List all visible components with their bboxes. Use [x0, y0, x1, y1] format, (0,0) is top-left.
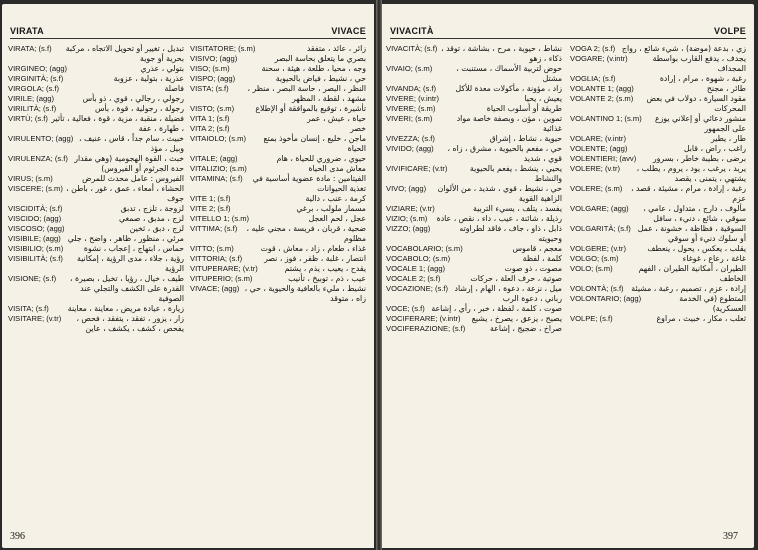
entry-translation: حي ، مفعم بالحيوية ، مشرق ، زاه ، قوي ، شديد: [447, 144, 562, 163]
dictionary-entry: [8, 174, 184, 184]
dictionary-entry: [190, 224, 366, 244]
dictionary-entry: [386, 314, 562, 324]
entry-translation: حي ، نشيط ، قوي ، شديد ، من الألوان الزاهية القوية: [437, 184, 562, 203]
dictionary-entry: [386, 84, 562, 94]
entry-translation: رؤية ، جلاء ، مدى الرؤية ، إمكانية الرؤية: [77, 254, 184, 273]
dictionary-entry: [386, 204, 562, 214]
dictionary-entry: [8, 74, 184, 84]
dictionary-entry: [386, 284, 562, 304]
entry-headword: VIRILITÀ; (s.f): [8, 104, 57, 113]
dictionary-entry: [8, 64, 184, 74]
entry-translation: رجولة ، رجولية ، قوة ، بأس: [94, 104, 184, 113]
entry-translation: غاغة ، رعاع ، غوغاء: [682, 254, 746, 263]
entry-headword: VIVERE; (s.m): [386, 104, 436, 113]
entry-translation: الفيتامين : مادة عضوية أساسية في تغذية الحيوانات: [252, 174, 366, 193]
entry-translation: صراخ ، ضجيج ، إشاعة: [489, 324, 562, 333]
entry-headword: VIRULENZA; (s.f): [8, 154, 68, 163]
entry-headword: VISITARE; (v.tr): [8, 314, 62, 323]
entry-translation: خبث ، القوة الهجومية (وهي مقدار حدة الجرثوم أو الفيروس): [74, 154, 184, 173]
entry-translation: انتصار ، غلبة ، ظفر ، فوز ، نصر: [264, 254, 366, 263]
entry-headword: VIVACE; (agg): [190, 284, 240, 293]
dictionary-entry: [190, 284, 366, 304]
header-last-word: VIVACE: [331, 26, 366, 36]
entry-translation: يقدح ، يعيب ، يذم ، يشتم: [284, 264, 366, 273]
dictionary-entry: [190, 114, 366, 124]
dictionary-entry: [570, 44, 746, 54]
dictionary-entry: [386, 184, 562, 204]
entry-translation: مصوت ، ذو صوت: [504, 264, 562, 273]
dictionary-entry: [190, 244, 366, 254]
dictionary-entry: [570, 134, 746, 144]
entry-headword: VIVERI; (s.m): [386, 114, 433, 123]
entry-headword: VISPO; (agg): [190, 74, 236, 83]
entry-translation: يقلب ، يعكس ، يحول ، ينعطف: [647, 244, 746, 253]
entry-translation: فاصلة: [164, 84, 184, 93]
dictionary-entry: [570, 294, 746, 314]
entry-headword: VIRILE; (agg): [8, 94, 55, 103]
entry-headword: VISIVO; (agg): [190, 54, 238, 63]
entry-headword: VISCERE; (s.m): [8, 184, 63, 193]
entry-headword: VISCIDO; (agg): [8, 214, 62, 223]
entry-headword: VISTA; (s.f): [190, 84, 229, 93]
entry-translation: صوت ، كلمة ، لفظة ، خبر ، رأي ، إشاعة: [431, 304, 562, 313]
dictionary-entry: [8, 154, 184, 174]
entry-headword: VITE 1; (s.f): [190, 194, 231, 203]
entry-headword: VIVACITÀ; (s.f): [386, 44, 438, 53]
entry-headword: VISCOSO; (agg): [8, 224, 65, 233]
entry-translation: مسمار ملولب ، برغي: [296, 204, 366, 213]
entry-headword: VOLENTIERI; (avv): [570, 154, 637, 163]
entry-translation: كرمة ، عنب ، دالية: [305, 194, 366, 203]
entry-translation: تبديل ، تغيير أو تحويل الاتجاه ، مركبة بحرية أو جوية: [65, 44, 184, 63]
dictionary-entry: [8, 204, 184, 214]
entry-headword: VITAIOLO; (s.m): [190, 134, 246, 143]
dictionary-entry: [190, 164, 366, 174]
entry-translation: طار ، يطير: [710, 134, 746, 143]
dictionary-entry: [570, 314, 746, 324]
entry-headword: VIVAIO; (s.m): [386, 64, 433, 73]
dictionary-entry: [8, 254, 184, 274]
dictionary-entry: [386, 274, 562, 284]
entry-translation: ذابل ، ذاو ، جاف ، فاقد لطراوته وحيويته: [459, 224, 562, 243]
entry-translation: حوض لتربية الأسماك ، مستنبت ، مشتل: [456, 64, 562, 83]
dictionary-entry: [8, 214, 184, 224]
entry-translation: طيف ، خيال ، رؤيا ، تخيل ، بصيرة ، القدرة على الكشف والتجلي عند الصوفية: [70, 274, 184, 303]
entry-headword: VITA 1; (s.f): [190, 114, 230, 123]
entry-translation: بصري ما يتعلق بحاسة البصر: [274, 54, 366, 63]
left-page: [2, 4, 374, 548]
entry-translation: نشاط ، حيوية ، مرح ، بشاشة ، توقد ، ذكاء ، زهو: [441, 44, 562, 63]
entry-headword: VOLGARE; (agg): [570, 204, 629, 213]
entry-headword: VOCALE 1; (agg): [386, 264, 446, 273]
entry-translation: بتولي ، عذري: [140, 64, 184, 73]
page-number: 396: [10, 531, 25, 542]
entry-headword: VOLPE; (s.f): [570, 314, 613, 323]
entry-headword: VITAMINA; (s.f): [190, 174, 243, 183]
entry-translation: مرئي ، منظور ، ظاهر ، واضح ، جلي: [67, 234, 184, 243]
entry-headword: VITTO; (s.m): [190, 244, 234, 253]
dictionary-entry: [386, 94, 562, 104]
dictionary-entry: [570, 74, 746, 84]
entry-translation: راغب ، راض ، قابل: [683, 144, 746, 153]
dictionary-entry: [570, 204, 746, 224]
entry-headword: VITALIZIO; (s.m): [190, 164, 247, 173]
entry-headword: VISIBILE; (agg): [8, 234, 61, 243]
dictionary-entry: [8, 304, 184, 314]
entry-headword: VOGA 2; (s.f): [570, 44, 616, 53]
entry-headword: VOLONTARIO; (agg): [570, 294, 642, 303]
entry-headword: VOCAZIONE; (s.f): [386, 284, 449, 293]
entry-headword: VIRGINEO; (agg): [8, 64, 68, 73]
entry-translation: رذيلة ، شائنة ، عيب ، داء ، نقص ، عادة: [436, 214, 562, 223]
dictionary-entry: [190, 104, 366, 114]
entry-column: [190, 44, 366, 524]
dictionary-entry: [190, 264, 366, 274]
entry-translation: مألوف ، دارج ، متداول ، عامي ، سوقي ، شائع ، دنيء ، سافل: [643, 204, 746, 223]
entry-headword: VITUPERARE; (v.tr): [190, 264, 258, 273]
entry-headword: VIRTÙ; (s.f): [8, 114, 48, 123]
entry-translation: منشور دعائي أو إعلاني يوزع على الجمهور: [654, 114, 746, 133]
dictionary-entry: [190, 214, 366, 224]
header-first-word: VIRATA: [10, 26, 44, 36]
entry-translation: حي ، نشيط ، فياض بالحيوية: [275, 74, 366, 83]
dictionary-entry: [190, 174, 366, 194]
dictionary-entry: [570, 154, 746, 164]
entry-translation: لزج ، مدبق ، صمغي: [119, 214, 184, 223]
entry-translation: برضى ، بطيبة خاطر ، بسرور: [652, 154, 746, 163]
entry-translation: خصر: [350, 124, 366, 133]
dictionary-entry: [8, 134, 184, 154]
entry-headword: VOLERE; (s.m): [570, 184, 623, 193]
entry-headword: VIZZO; (agg): [386, 224, 431, 233]
entry-headword: VITA 2; (s.f): [190, 124, 230, 133]
entry-headword: VIVANDA; (s.f): [386, 84, 437, 93]
dictionary-entry: [386, 164, 562, 184]
dictionary-entry: [570, 264, 746, 284]
dictionary-entry: [386, 224, 562, 244]
entry-translation: إرادة ، عزم ، تصميم ، رغبة ، مشيئة: [631, 284, 746, 293]
entry-translation: نشيط ، مليء بالعافية والحيوية ، حي ، زاه ، متوقد: [244, 284, 366, 303]
entry-translation: حياة ، عيش ، عمر: [307, 114, 366, 123]
entry-headword: VIVO; (agg): [386, 184, 427, 193]
dictionary-entry: [386, 44, 562, 64]
dictionary-entry: [386, 134, 562, 144]
dictionary-entry: [190, 84, 366, 104]
entry-translation: وجه ، محيا ، طلعة ، هيئة ، سحنة: [261, 64, 366, 73]
entry-translation: رغبة ، شهوة ، مرام ، إرادة: [659, 74, 746, 83]
dictionary-entry: [190, 74, 366, 84]
dictionary-entry: [8, 114, 184, 134]
entry-headword: VIVEZZA; (s.f): [386, 134, 435, 143]
dictionary-entry: [8, 84, 184, 94]
dictionary-entry: [190, 54, 366, 64]
entry-translation: تموين ، مؤن ، وبصفة خاصة مواد غذائية: [456, 114, 562, 133]
entry-translation: ثعلب ، مكار ، خبيث ، مراوغ: [656, 314, 746, 323]
entry-translation: يحيي ، ينشط ، يفعم بالحيوية والنشاط: [469, 164, 562, 183]
entry-column: [386, 44, 562, 524]
page-number: 397: [723, 531, 738, 542]
running-header: [10, 26, 366, 39]
entry-headword: VOLENTE; (agg): [570, 144, 628, 153]
entry-headword: VOLERE; (v.tr): [570, 164, 621, 173]
entry-translation: ماجن ، خليع ، إنسان مأخوذ بمتع الحياة: [263, 134, 366, 153]
entry-translation: طريقة أو أسلوب الحياة: [486, 104, 562, 113]
entry-translation: زار ، يزور ، تفقد ، يتفقد ، فحص ، يفحص ، كشف ، يكشف ، عاين: [76, 314, 184, 333]
entry-headword: VITALE; (agg): [190, 154, 238, 163]
entry-headword: VIRUS; (s.m): [8, 174, 53, 183]
dictionary-entry: [570, 84, 746, 94]
entry-headword: VITE 2; (s.f): [190, 204, 231, 213]
entry-headword: VOLANTE 2; (s.m): [570, 94, 634, 103]
dictionary-entry: [8, 44, 184, 64]
dictionary-entry: [8, 104, 184, 114]
dictionary-entry: [190, 274, 366, 284]
entry-headword: VOLONTÀ; (s.f): [570, 284, 624, 293]
dictionary-entry: [386, 324, 562, 334]
entry-headword: VIVIFICARE; (v.tr): [386, 164, 448, 173]
entry-headword: VOLARE; (v.intr): [570, 134, 626, 143]
dictionary-entry: [570, 144, 746, 154]
entry-translation: لزوجة ، تلزج ، تدبق: [120, 204, 184, 213]
entry-translation: خبيث ، سام جداً ، قاس ، عنيف ، وبيل ، مؤذ: [79, 134, 184, 153]
entry-translation: المتطوع (في الخدمة العسكرية): [679, 294, 746, 313]
dictionary-entry: [570, 184, 746, 204]
dictionary-entry: [190, 44, 366, 54]
dictionary-entry: [570, 284, 746, 294]
dictionary-entry: [570, 164, 746, 184]
entry-column: [8, 44, 184, 524]
entry-translation: عجل ، لحم العجل: [308, 214, 366, 223]
entry-headword: VITELLO 1; (s.m): [190, 214, 250, 223]
entry-headword: VITTORIA; (s.f): [190, 254, 243, 263]
entry-headword: VISTO; (s.m): [190, 104, 235, 113]
entry-headword: VITUPERIO; (s.m): [190, 274, 253, 283]
entry-translation: معاش مدى الحياة: [308, 164, 366, 173]
entry-headword: VIVERE; (v.intr): [386, 94, 440, 103]
dictionary-entry: [190, 64, 366, 74]
entry-translation: تأشيرة ، توقيع بالموافقة أو الإطلاع: [255, 104, 366, 113]
dictionary-entry: [190, 194, 366, 204]
entry-translation: حيوي ، ضروري للحياة ، هام: [276, 154, 366, 163]
entry-headword: VISITATORE; (s.m): [190, 44, 256, 53]
dictionary-entry: [190, 154, 366, 164]
dictionary-entry: [8, 244, 184, 254]
entry-headword: VISITA; (s.f): [8, 304, 49, 313]
entry-translation: يعيش ، يحيا: [524, 94, 562, 103]
header-first-word: VIVACITÀ: [390, 26, 434, 36]
entry-translation: الطيران ، أمكانية الطيران ، الفهم الخاطف: [638, 264, 746, 283]
entry-translation: النظر ، البصر ، حاسة البصر ، منظر ، مشهد ، لقطة ، المظهر: [247, 84, 366, 103]
dictionary-entry: [386, 244, 562, 254]
entry-headword: VISCIDITÀ; (s.f): [8, 204, 63, 213]
entry-translation: كلمة ، لفظة: [522, 254, 562, 263]
dictionary-entry: [386, 254, 562, 264]
entry-headword: VIZIARE; (v.tr): [386, 204, 435, 213]
header-last-word: VOLPE: [713, 26, 746, 36]
entry-translation: مقود السيارة ، دولاب في بعض المحركات: [646, 94, 746, 113]
entry-translation: زائر ، عائد ، متفقد: [306, 44, 366, 53]
entry-translation: زاد ، مؤونة ، مأكولات معدة للأكل: [455, 84, 562, 93]
entry-translation: رغبة ، إرادة ، مرام ، مشيئة ، قصد ، عزم: [631, 184, 746, 203]
entry-translation: طائر ، مجنح: [706, 84, 746, 93]
dictionary-entry: [8, 94, 184, 104]
dictionary-entry: [190, 124, 366, 134]
entry-headword: VOLANTINO 1; (s.m): [570, 114, 642, 123]
entry-translation: لزج ، دبق ، ثخين: [129, 224, 184, 233]
entry-translation: يجدف ، يدفع القارب بواسطة المجداف: [652, 54, 746, 73]
dictionary-entry: [386, 114, 562, 134]
entry-translation: فضيلة ، منقبة ، مزية ، قوة ، فعالية ، تأثير ، طهارة ، عفة: [51, 114, 184, 133]
running-header: [390, 26, 746, 39]
entry-translation: عذرية ، بتولية ، عزوبة: [113, 74, 184, 83]
dictionary-entry: [570, 254, 746, 264]
entry-headword: VOLGERE; (v.tr): [570, 244, 626, 253]
dictionary-entry: [8, 184, 184, 204]
entry-headword: VOCIFERARE; (v.intr): [386, 314, 461, 323]
entry-headword: VOLGO; (s.m): [570, 254, 619, 263]
dictionary-entry: [8, 224, 184, 234]
entry-translation: عيب ، ذم ، توبيخ ، تأنيب: [288, 274, 366, 283]
entry-translation: يفسد ، يتلف ، يسيء التربية: [473, 204, 562, 213]
entry-headword: VISIONE; (s.f): [8, 274, 57, 283]
dictionary-entry: [190, 204, 366, 214]
entry-headword: VISIBILIO; (s.m): [8, 244, 64, 253]
entry-headword: VOLGARITÀ; (s.f): [570, 224, 631, 233]
entry-translation: حيوية ، نشاط ، إشراق: [489, 134, 562, 143]
entry-headword: VISIBILITÀ; (s.f): [8, 254, 63, 263]
entry-translation: ميل ، نزعة ، دعوة ، الهام ، إرشاد رباني ، دعوة الرب: [454, 284, 562, 303]
entry-headword: VOCIFERAZIONE; (s.f): [386, 324, 466, 333]
dictionary-entry: [386, 264, 562, 274]
entry-headword: VOLANTE 1; (agg): [570, 84, 634, 93]
dictionary-entry: [570, 94, 746, 114]
right-page: [382, 4, 754, 548]
dictionary-entry: [190, 254, 366, 264]
entry-headword: VOCABOLARIO; (s.m): [386, 244, 463, 253]
entry-translation: زيارة ، عيادة مريض ، معاينة ، معاينة: [67, 304, 184, 313]
entry-headword: VITTIMA; (s.f): [190, 224, 238, 233]
entry-headword: VIRULENTO; (agg): [8, 134, 74, 143]
entry-translation: ضحية ، قربان ، فريسة ، مجني عليه ، مظلوم: [246, 224, 366, 243]
entry-headword: VIVIDO; (agg): [386, 144, 434, 153]
entry-translation: السوقية ، فظاظة ، خشونة ، عمل أو سلوك دنيء أو سوقي: [637, 224, 746, 243]
entry-headword: VIRGOLA; (s.f): [8, 84, 60, 93]
entry-translation: يريد ، يرغب ، يود ، يروم ، يطلب ، يشتهي ، يتمنى ، يقصد: [636, 164, 746, 183]
entry-headword: VISO; (s.m): [190, 64, 230, 73]
entry-headword: VOCALE 2; (s.f): [386, 274, 441, 283]
entry-headword: VOCABOLO; (s.m): [386, 254, 451, 263]
entry-headword: VOGLIA; (s.f): [570, 74, 616, 83]
dictionary-entry: [8, 274, 184, 304]
entry-headword: VOLO; (s.m): [570, 264, 613, 273]
entry-translation: غذاء ، طعام ، زاد ، معاش ، قوت: [260, 244, 366, 253]
dictionary-entry: [8, 234, 184, 244]
dictionary-entry: [570, 114, 746, 134]
dictionary-entry: [190, 134, 366, 154]
dictionary-entry: [386, 304, 562, 314]
dictionary-entry: [570, 224, 746, 244]
entry-translation: حماس ، ابتهاج ، إعجاب ، نشوة: [83, 244, 184, 253]
dictionary-entry: [386, 64, 562, 84]
dictionary-entry: [386, 104, 562, 114]
dictionary-entry: [8, 314, 184, 334]
entry-translation: معجم ، قاموس: [512, 244, 562, 253]
entry-translation: الفيروس : عامل محدث للمرض: [82, 174, 184, 183]
dictionary-entry: [570, 54, 746, 74]
entry-headword: VIRGINITÀ; (s.f): [8, 74, 64, 83]
dictionary-entry: [570, 244, 746, 254]
entry-translation: رجولي ، رجالي ، قوي ، ذو بأس: [82, 94, 184, 103]
entry-headword: VOCE; (s.f): [386, 304, 425, 313]
entry-translation: صوتية ، حرف العلة ، حركات: [470, 274, 562, 283]
entry-headword: VIRATA; (s.f): [8, 44, 52, 53]
entry-translation: زي ، بدعة (موضة) ، شيء شائع ، رواج: [621, 44, 746, 53]
entry-headword: VOGARE; (v.intr): [570, 54, 628, 63]
entry-column: [570, 44, 746, 524]
entry-translation: الحشاء ، أمعاء ، عمق ، غور ، باطن ، جوف: [66, 184, 184, 203]
entry-headword: VIZIO; (s.m): [386, 214, 428, 223]
dictionary-entry: [386, 144, 562, 164]
dictionary-entry: [386, 214, 562, 224]
entry-translation: يصيح ، يزعق ، يصرخ ، يشيع: [471, 314, 562, 323]
